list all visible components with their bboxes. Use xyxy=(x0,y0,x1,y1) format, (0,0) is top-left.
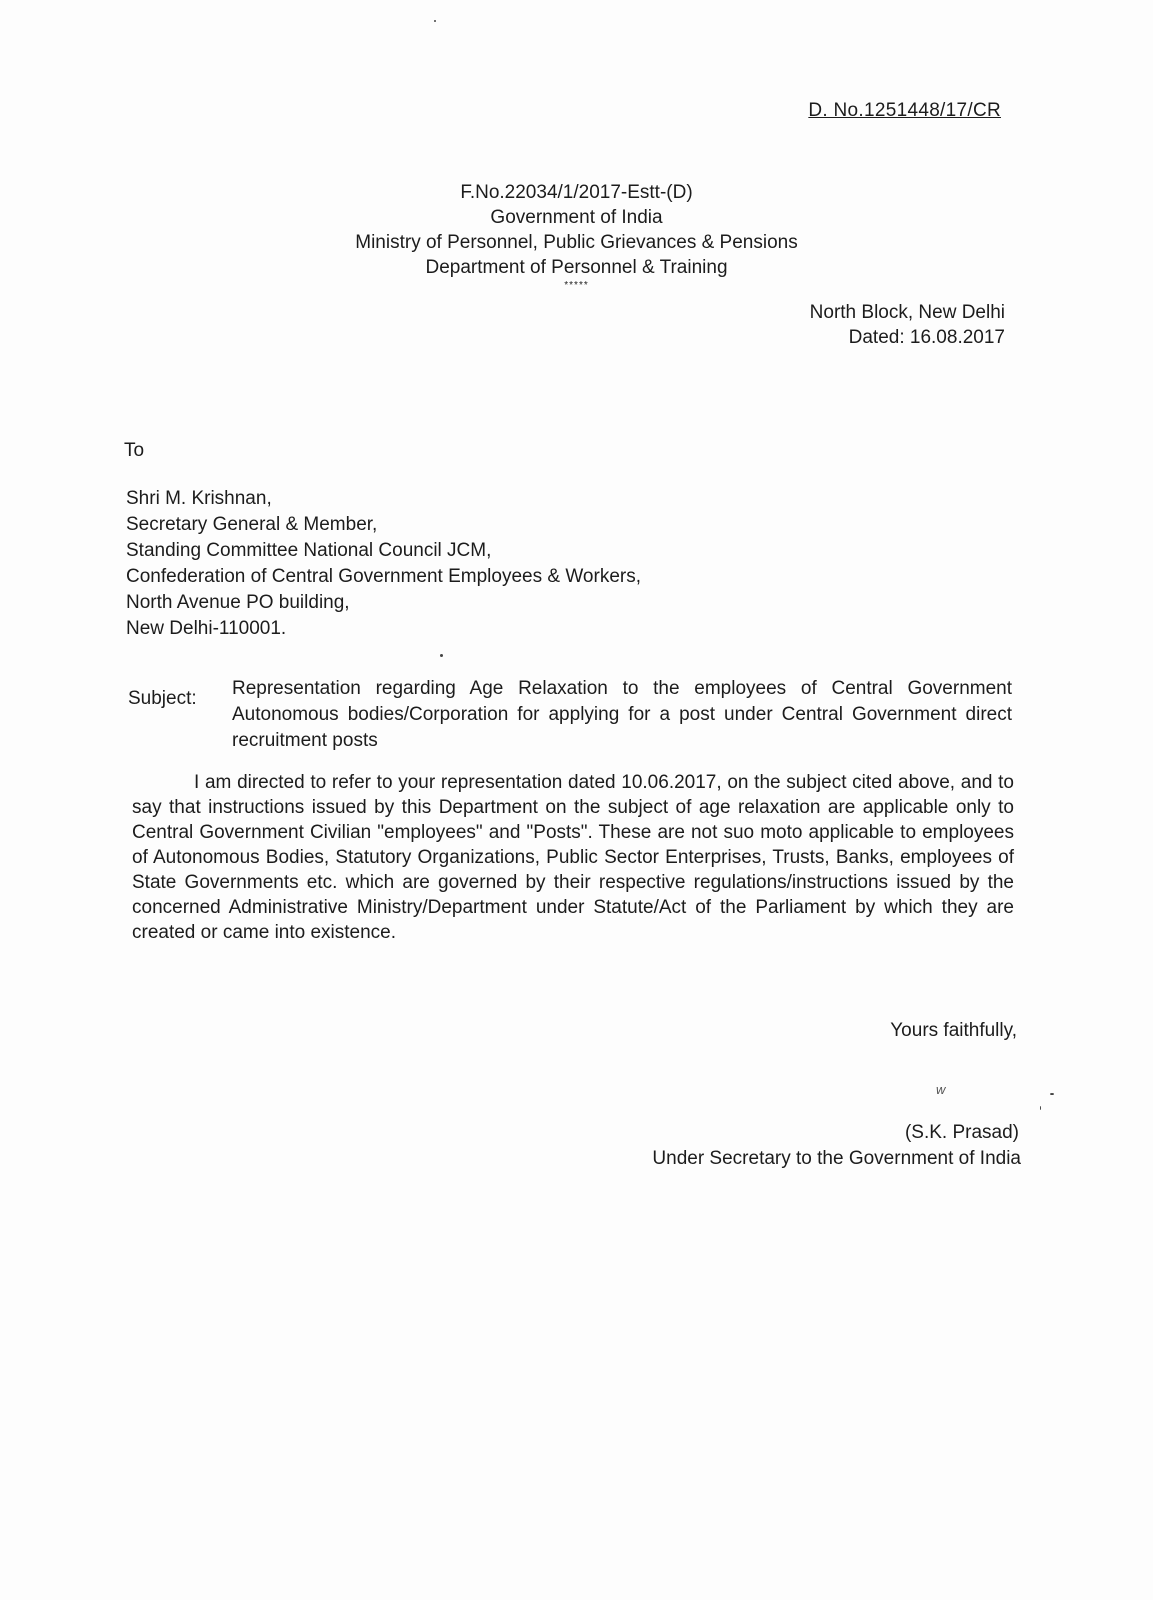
government-name: Government of India xyxy=(490,207,663,228)
signatory-designation: Under Secretary to the Government of India xyxy=(652,1148,1021,1169)
body-paragraph: I am directed to refer to your representation dated 10.06.2017, on the subject cited above, and to say that instructions issued by this Department on the subject of age relaxation are applicable only to Central Government Civilian "employees" and "Posts". These are not suo moto applicable to employees of Autonomous Bodies, Statutory Organizations, Public Sector Enterprises, Trusts, Banks, employees of State Governments etc. which are governed by their respective regulations/instructions issued by the concerned Administrative Ministry/Department under Statute/Act of the Parliament by which they are created or came into existence. xyxy=(132,772,1014,943)
reference-number: D. No.1251448/17/CR xyxy=(808,100,1001,121)
signatory-name: (S.K. Prasad) xyxy=(904,1122,1019,1143)
signature-mark: w xyxy=(936,1082,947,1097)
addressee-line: Secretary General & Member, xyxy=(126,514,378,535)
addressee-line: Confederation of Central Government Employees & Workers, xyxy=(126,566,641,587)
date: Dated: 16.08.2017 xyxy=(848,327,1005,348)
addressee-line: New Delhi-110001. xyxy=(126,618,287,639)
header-separator: ***** xyxy=(564,280,589,291)
ministry-name: Ministry of Personnel, Public Grievances & Pensions xyxy=(355,232,798,253)
scan-speck xyxy=(1040,1106,1041,1110)
place-and-date xyxy=(810,300,1005,350)
addressee-line: North Avenue PO building, xyxy=(126,592,350,613)
location: North Block, New Delhi xyxy=(809,302,1005,323)
closing: Yours faithfully, xyxy=(890,1020,1017,1041)
addressee-line: Shri M. Krishnan, xyxy=(126,488,272,509)
department-name: Department of Personnel & Training xyxy=(425,257,728,278)
scan-speck xyxy=(434,20,436,22)
letter-header xyxy=(0,180,1153,292)
scan-speck xyxy=(440,654,443,657)
subject-label: Subject: xyxy=(128,688,197,709)
file-number: F.No.22034/1/2017-Estt-(D) xyxy=(460,182,693,203)
subject-text: Representation regarding Age Relaxation to the employees of Central Government Autonomous bodies/Corporation for applying for a post under Central Government direct recruitment posts xyxy=(232,678,1012,751)
addressee-block xyxy=(126,486,641,642)
addressee-line: Standing Committee National Council JCM, xyxy=(126,540,492,561)
salutation: To xyxy=(124,440,145,461)
scan-speck xyxy=(1050,1093,1054,1095)
